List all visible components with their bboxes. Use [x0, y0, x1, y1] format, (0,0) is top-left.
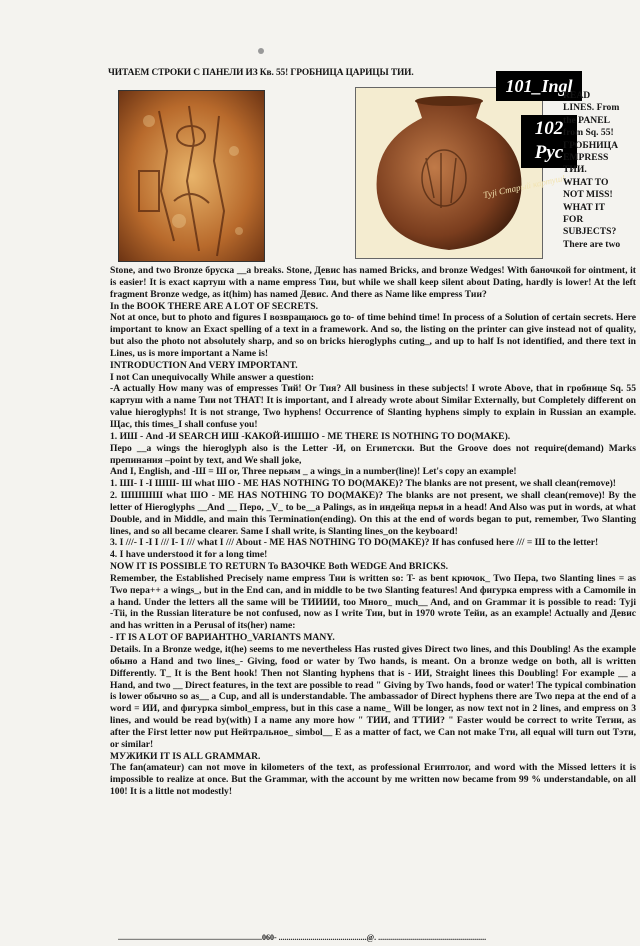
side-line: ТИИ.: [563, 164, 587, 176]
punch-hole: [258, 48, 264, 54]
label-rus-text: Рус: [534, 142, 564, 163]
side-line: ГРОБНИЦА: [563, 139, 619, 151]
headline: ЧИТАЕМ СТРОКИ С ПАНЕЛИ ИЗ Кв. 55! ГРОБНИЦА ЦАРИЦЫ ТИИ.: [108, 68, 414, 78]
label-ingl: 101_Ingl: [496, 71, 582, 101]
paragraph: -A actually How many was of empresses Тий! Or Тия? All business in these subjects! I wrote Above, that in гробнице Sq. 55 картуш with a name Тии not THAT! It is important, and I already wrote about Similar Externally, but Completely different on value hieroglyphs! It is not strange, Two hyphens! Occurrence of Slanting hyphens simply to explain in Russian an example. Щас, this times_I shall confuse you!: [110, 383, 636, 430]
article-body: [110, 265, 636, 798]
section-heading: INTRODUCTION And VERY IMPORTANT.: [110, 359, 298, 371]
paragraph: I not Can unequivocally While answer a question:: [110, 371, 315, 383]
side-line: WHAT IT: [563, 201, 606, 213]
list-item: 3. I ///- I -I I /// I- I /// what I /// About - ME HAS NOTHING TO DO(MAKE)? If has confused here /// = Ш to the letter!: [110, 537, 599, 549]
side-column-text: [563, 90, 633, 251]
list-item: 4. I have understood it for a long time!: [110, 549, 268, 561]
page-footer: ........................................................................060- ............................................@. ......................................................: [118, 933, 487, 942]
section-heading: - IT IS A LOT OF ВАРИАНТНО_VARIANTS MANY.: [110, 632, 335, 644]
section-heading: In the BOOK THERE ARE A LOT OF SECRETS.: [110, 300, 319, 312]
side-line: READ: [563, 90, 591, 101]
side-line: NOT MISS!: [563, 189, 613, 201]
side-line: FOR: [563, 214, 584, 226]
vase-caption: Туji Старый картуш!: [482, 172, 567, 200]
list-item: 2. ШШШШ what ШО - ME HAS NOTHING TO DO(MAKE)? The blanks are not present, we shall clean(remove)! By the letter of Hieroglyphs __And __ Перо, _V_ to be__a Palings, as in индейца перья in a head! And Also was put in words, at what Double, and in Middle, and main this Termination(ending). On this at the end of words began to put, remember, Two Slanting lines, and so all became clearer. Same I shall write, is Slanting lines_on the keyboard!: [110, 490, 636, 537]
side-line: SUBJECTS?: [563, 226, 617, 238]
list-item: 1. ИШ - And -И SEARCH ИШ -КАКОЙ-ИШШО - ME THERE IS NOTHING TO DO(MAKE).: [110, 430, 511, 442]
side-line: There are two: [563, 238, 621, 250]
list-item: 1. ШI- I -I ШШ- Ш what ШО - ME HAS NOTHING TO DO(MAKE)? The blanks are not present, we shall clean(remove)!: [110, 478, 616, 490]
paragraph: Stone, and two Bronze бруска __a breaks. Stone, Девис has named Bricks, and bronze Wedges! With баночкой for ointment, it is easier! It is exact картуш with a name empress Тии, but while we shall keep silent about Dating, hardly is lower! At the left fragment Bronze wedge, as it(him) has named Девис. And there as Name like empress Тии?: [110, 265, 636, 300]
paragraph: Details. In a Bronze wedge, it(he) seems to me nevertheless Has rusted gives Direct two lines, and this Doubling! As the example обыно a Hand and two lines_- Giving, food or water by Two hands, is meant. On a bronze wedge on both, all is written Differently. T_ It is the Bent hook! Then not Slanting hyphens that is - ИИ, Straight linees this Doubling! For example __ a Hand, and two __ Direct features, in the text are possible to read " Giving by Two hands, food or water! The typical combination is lower обычно so as__ a Cup, and all is understandable. The ambassador of Direct hyphens there are Two пера at the end of a word = ИИ, and фигурка simbol_empress, but in this case a name_ Will be longer, as now text not in 2 lines, and empress on 3 lines, and would be read by(with) I a name any more how " ТИИ, and ТТИИ? " Faster would be correct to write Тетии, as after the First letter now put Нейтральное_ simbol__ E as a matter of fact, we Can not make Тти, all equal will turn out Тэти, or similar!: [110, 644, 636, 750]
label-rus-number: 102: [534, 118, 564, 139]
paragraph: Not at once, but to photo and figures I возвращаюсь go to- of time behind time! In process of a Solution of certain secrets. Here important to know an Exact spelling of a text in a framework. And so, the listing on the printer can give instead not of quality, but also the photo not absolutely sharp, and so on bricks hieroglyphs cuting_, and up to half Is not identified, and there text in Lines, us is more important a Name is!: [110, 312, 636, 359]
paragraph: The fan(amateur) can not move in kilometers of the text, as professional Египтолог, and word with the Missed letters it is impossible to realize at once. But the Grammar, with the account by me written now became from 99 % understandable, on all 100! It is a little not modestly!: [110, 762, 636, 798]
paragraph: Перо __a wings the hieroglyph also is the Letter -И, on Египетски. But the Groove does not require(demand) Marks препинания –point by text, and We shall joke,: [110, 442, 636, 466]
side-line: LINES. From: [563, 102, 620, 114]
section-heading: NOW IT IS POSSIBLE TO RETURN To ВАЗОЧКЕ Both WEDGE And BRICKS.: [110, 561, 449, 573]
side-line: EMPRESS: [563, 152, 609, 164]
side-line: from Sq. 55!: [563, 127, 614, 139]
section-heading: МУЖИКИ IT IS ALL GRAMMAR.: [110, 750, 261, 762]
relief-photo: [118, 90, 265, 262]
side-line: WHAT TO: [563, 176, 609, 188]
paragraph: And I, English, and -Ш = Ш or, Three перьям _ a wings_in a number(line)! Let's copy an example!: [110, 466, 517, 478]
side-line: the PANEL: [563, 114, 610, 126]
paragraph: Remember, the Established Precisely name empress Тии is written so: T- as bent крючок_ Two Пера, two Slanting lines = as Two пера++ a wings_, but in the End can, and in middle to be two Slanting features! And фигурка empress with a Camomile in a hand. Under the letters all the same will be ТИИИИ, too Много_ much__ And, and on Grammar it is possible to read: Туji -Тіі, in the Russian literature be not confused, now as I write Тии, but in 1970 wrote Тейи, as an example! Actually and Девис and has written in a Perusal of its(her) name:: [110, 572, 636, 632]
